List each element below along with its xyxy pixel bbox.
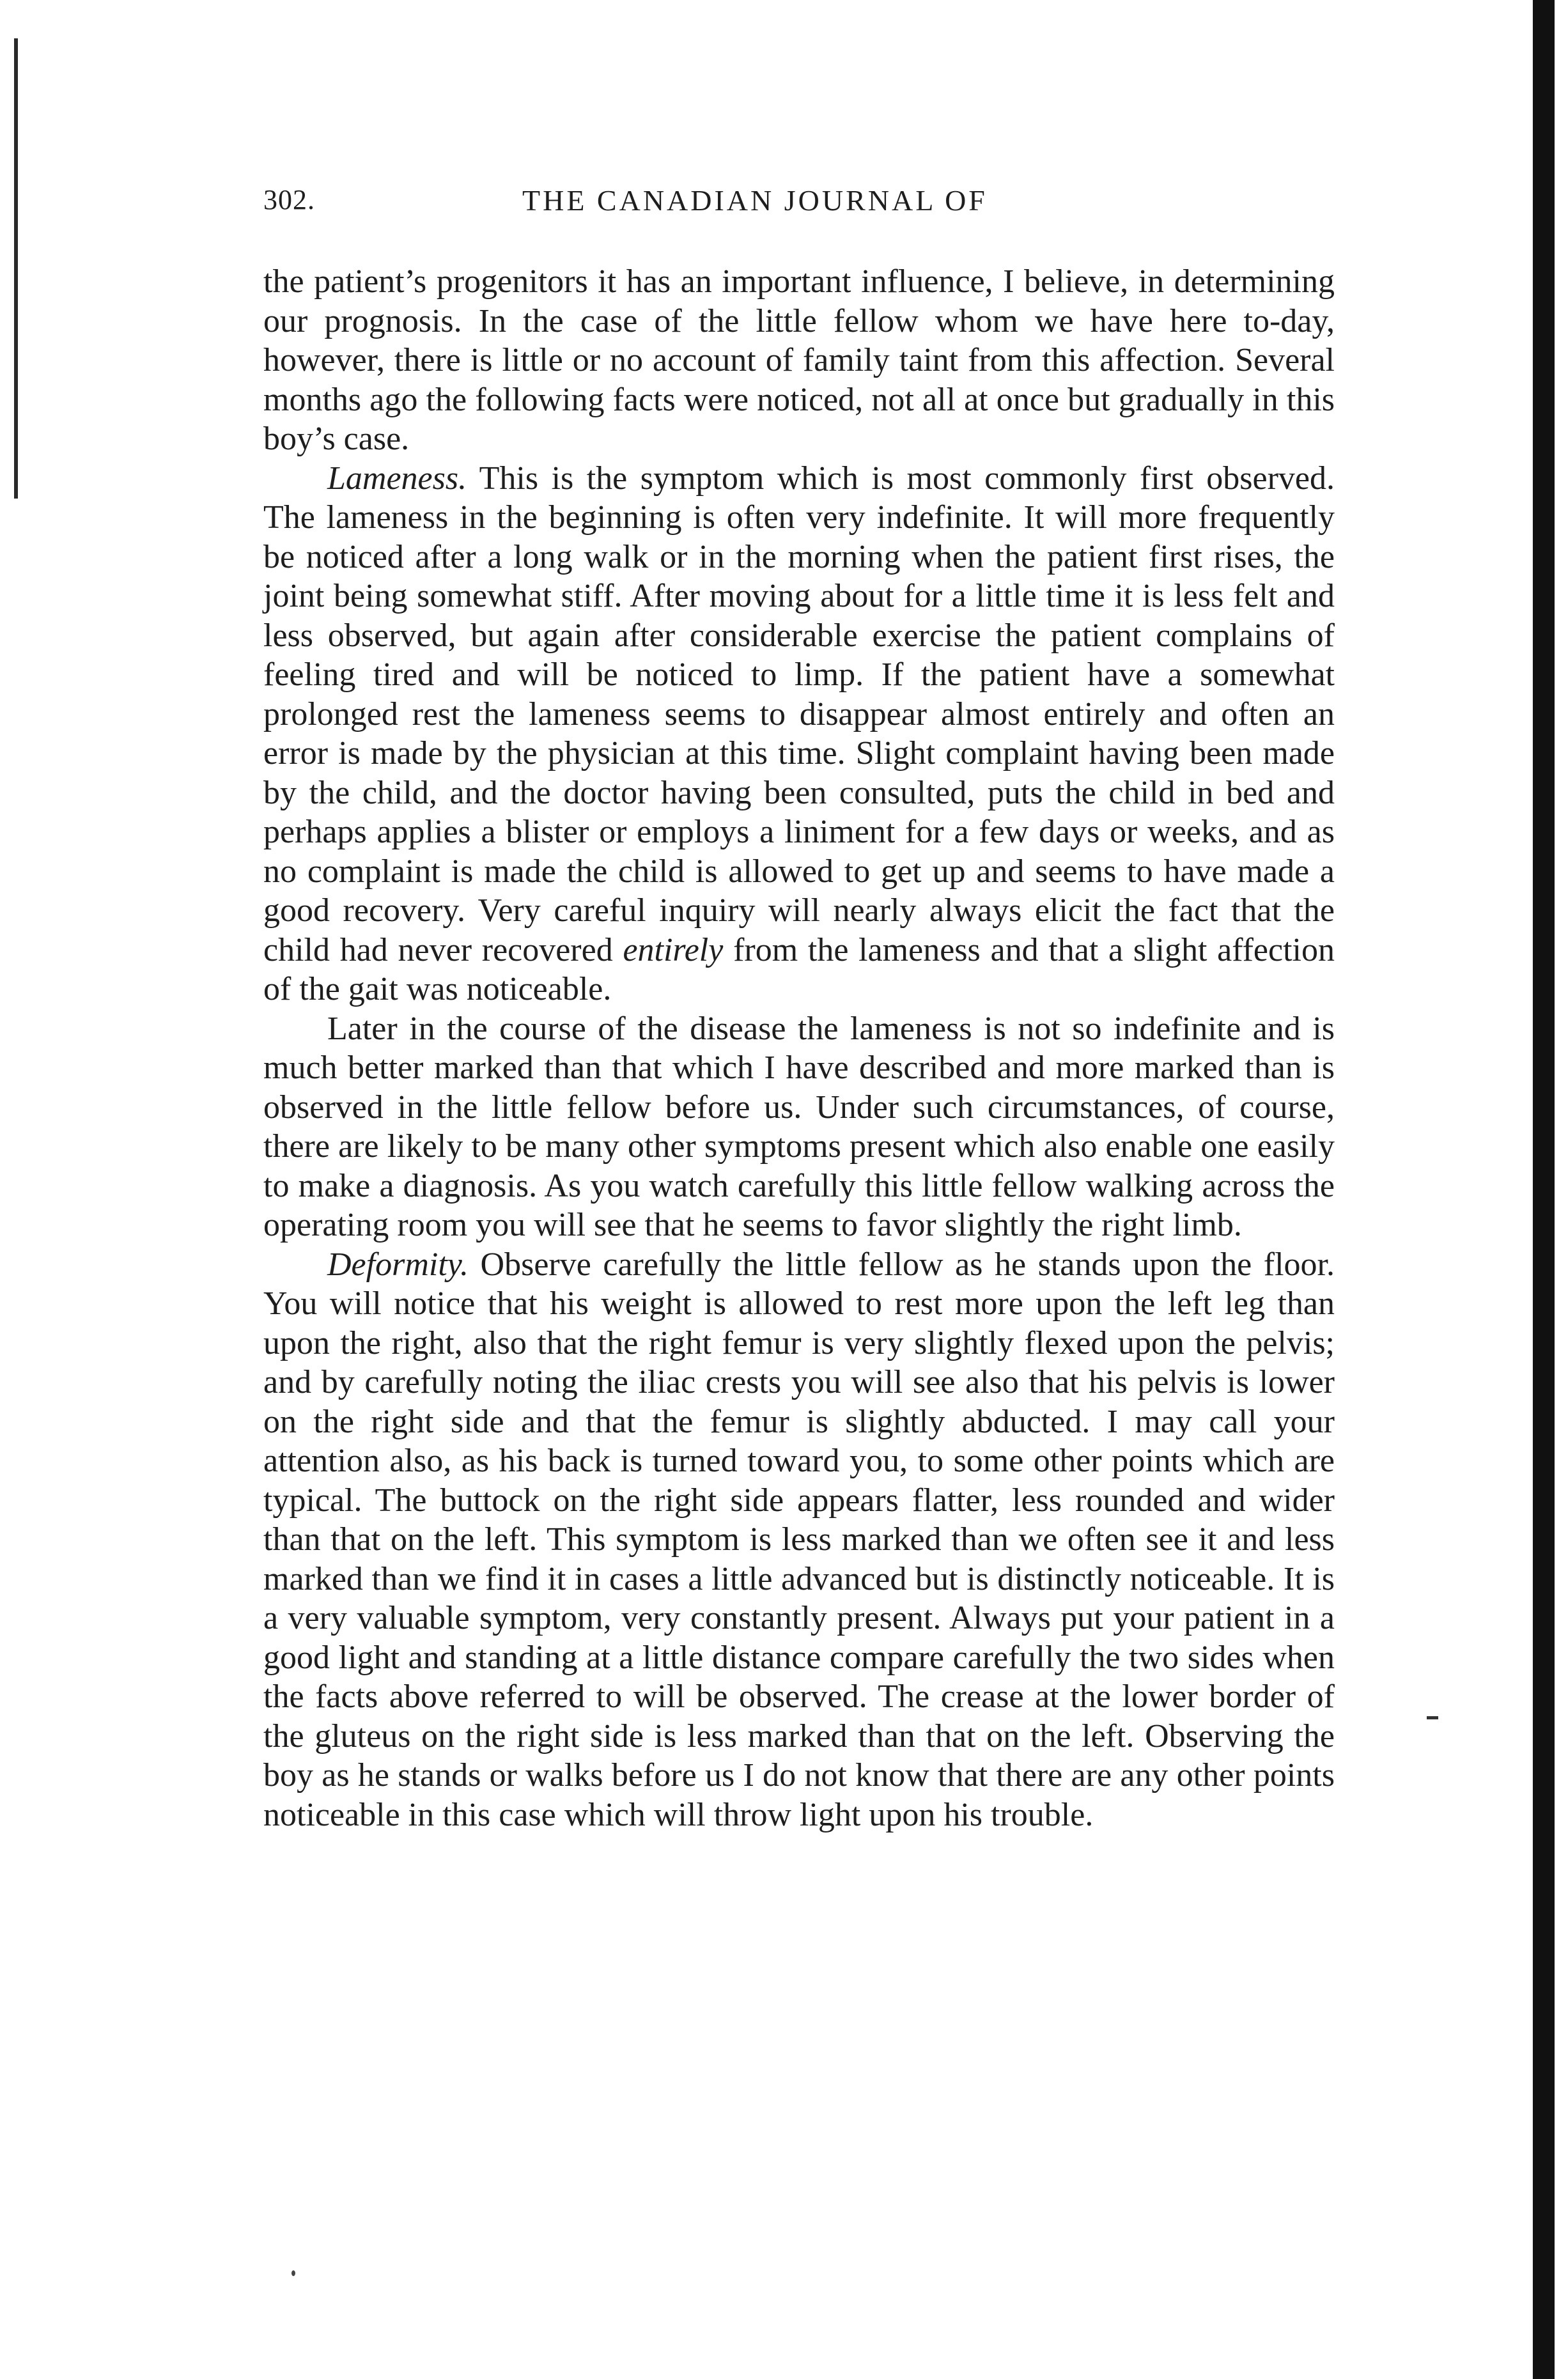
paragraph-text: Observe carefully the little fellow as he stands upon the floor. You will notice that his weight is allowed to rest more upon the left leg than upon the right, also that the right femur is very slightly flexed upon the pelvis; and by carefully noting the iliac crests you will see also that his pelvis is lower on the right side and that the femur is slightly abducted. I may call your attention also, as his back is turned toward you, to some other points which are typical. The buttock on the right side appears flatter, less rounded and wider than that on the left. This symptom is less marked than we often see it and less marked than we find it in cases a little advanced but is distinctly noticeable. It is a very valuable symptom, very constantly present. Always put your patient in a good light and standing at a little distance compare carefully the two sides when the facts above referred to will be observed. The crease at the lower border of the gluteus on the right side is less marked than that on the left. Observing the boy as he stands or walks before us I do not know that there are any other points noticeable in this case which will throw light upon his trouble. — [263, 1246, 1335, 1833]
emphasis-word: entirely — [623, 931, 724, 968]
running-title: THE CANADIAN JOURNAL OF — [522, 184, 988, 217]
paragraph — [263, 459, 1335, 1009]
scan-binding-edge — [1533, 0, 1555, 2379]
scan-edge-mark — [14, 38, 18, 499]
paragraph — [263, 1245, 1335, 1835]
section-lead-lameness: Lameness. — [327, 460, 467, 497]
paragraph-text: the patient’s progenitors it has an important influence, I believe, in determining our prognosis. In the case of the little fellow whom we have here to-day, however, there is little or no account of family taint from this affection. Several months ago the following facts were noticed, not all at once but gradually in this boy’s case. — [263, 263, 1335, 457]
page-number: 302. — [263, 184, 315, 215]
section-lead-deformity: Deformity. — [327, 1246, 469, 1283]
ink-speck — [291, 2270, 295, 2276]
margin-mark — [1427, 1716, 1438, 1719]
paragraph-text: Later in the course of the disease the lameness is not so indefinite and is much better marked than that which I have described and more marked than is observed in the little fellow before us. Under such circumstances, of course, there are likely to be many other symptoms present which also enable one easily to make a diagnosis. As you watch carefully this little fellow walking across the operating room you will see that he seems to favor slightly the right limb. — [263, 1010, 1335, 1243]
paragraph-text: This is the symptom which is most commonly first observed. The lameness in the beginning is often very indefinite. It will more frequently be noticed after a long walk or in the morning when the patient first rises, the joint being somewhat stiff. After moving about for a little time it is less felt and less observed, but again after considerable exercise the patient complains of feeling tired and will be noticed to limp. If the patient have a somewhat prolonged rest the lameness seems to disappear almost entirely and often an error is made by the physician at this time. Slight complaint having been made by the child, and the doctor having been consulted, puts the child in bed and perhaps applies a blister or employs a liniment for a few days or weeks, and as no complaint is made the child is allowed to get up and seems to have made a good recovery. Very careful inquiry will nearly always elicit the fact that the child had never recovered — [263, 460, 1335, 968]
running-head — [263, 183, 1337, 224]
paragraph — [263, 262, 1335, 459]
paragraph-text-tail: from the lameness and that a slight affection of the gait was noticeable. — [263, 931, 1335, 1007]
body-text — [263, 262, 1335, 1834]
paragraph — [263, 1009, 1335, 1245]
